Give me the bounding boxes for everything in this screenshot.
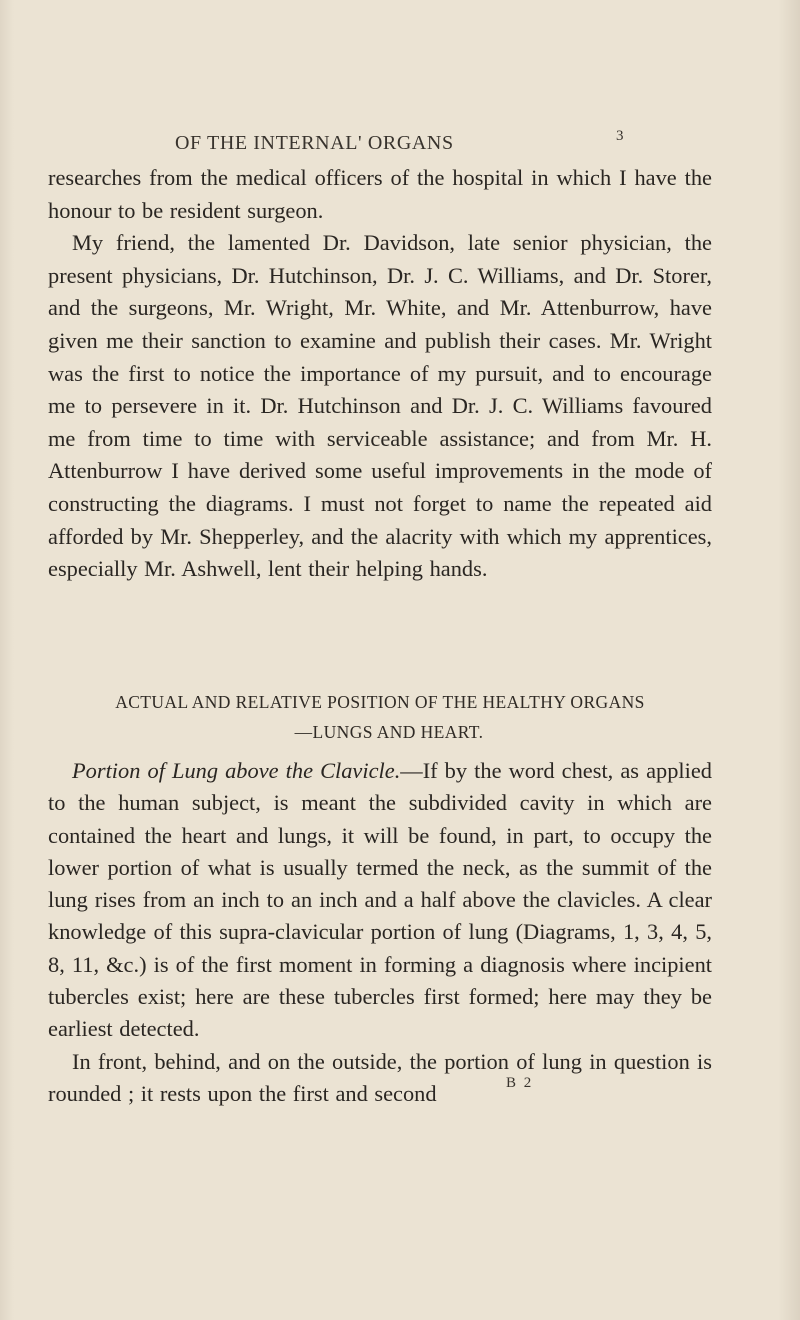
run-in-subheading: Portion of Lung above the Clavicle. bbox=[72, 758, 401, 783]
intro-text bbox=[48, 162, 712, 586]
paragraph: My friend, the lamented Dr. Davidson, late senior physician, the present physicians, Dr. Hutchinson, Dr. J. C. Williams, and Dr. Storer, and the surgeons, Mr. Wright, Mr. White, and Mr. Attenburrow, have given me their sanction to examine and publish their cases. Mr. Wright was the first to notice the importance of my pursuit, and to encourage me to persevere in it. Dr. Hutchinson and Dr. J. C. Williams favoured me from time to time with serviceable assistance; and from Mr. H. Attenburrow I have derived some useful improvements in the mode of constructing the diagrams. I must not forget to name the repeated aid afforded by Mr. Shepperley, and the alacrity with which my apprentices, especially Mr. Ashwell, lent their helping hands. bbox=[48, 230, 712, 582]
signature-mark: B 2 bbox=[506, 1075, 534, 1091]
paragraph bbox=[48, 755, 712, 1046]
section-heading-line: ACTUAL AND RELATIVE POSITION OF THE HEALTHY ORGANS bbox=[115, 692, 645, 712]
section-heading-line: —LUNGS AND HEART. bbox=[294, 722, 484, 742]
page-number: 3 bbox=[616, 128, 624, 144]
section-heading bbox=[48, 687, 712, 747]
page-edge-right bbox=[778, 0, 800, 1320]
paragraph-text: —If by the word chest, as applied to the human subject, is meant the subdivided cavity in which are contained the heart and lungs, it will be found, in part, to occupy the lower portion of what is usually termed the neck, as the summit of the lung rises from an inch to an inch and a half above the clavicles. A clear knowledge of this supra-clavicular portion of lung (Diagrams, 1, 3, 4, 5, 8, 11, &c.) is of the first moment in forming a diagnosis where incipient tubercles exist; here are these tubercles first formed; here may they be earliest detected. bbox=[48, 758, 712, 1042]
running-head: OF THE INTERNAL' ORGANS bbox=[175, 132, 454, 154]
paragraph: In front, behind, and on the outside, the portion of lung in question is rounded ; it rests upon the first and second bbox=[48, 1048, 712, 1106]
page-edge-left bbox=[0, 0, 14, 1320]
section-body bbox=[48, 755, 712, 1110]
paragraph: researches from the medical officers of the hospital in which I have the honour to be resident surgeon. bbox=[48, 165, 712, 223]
